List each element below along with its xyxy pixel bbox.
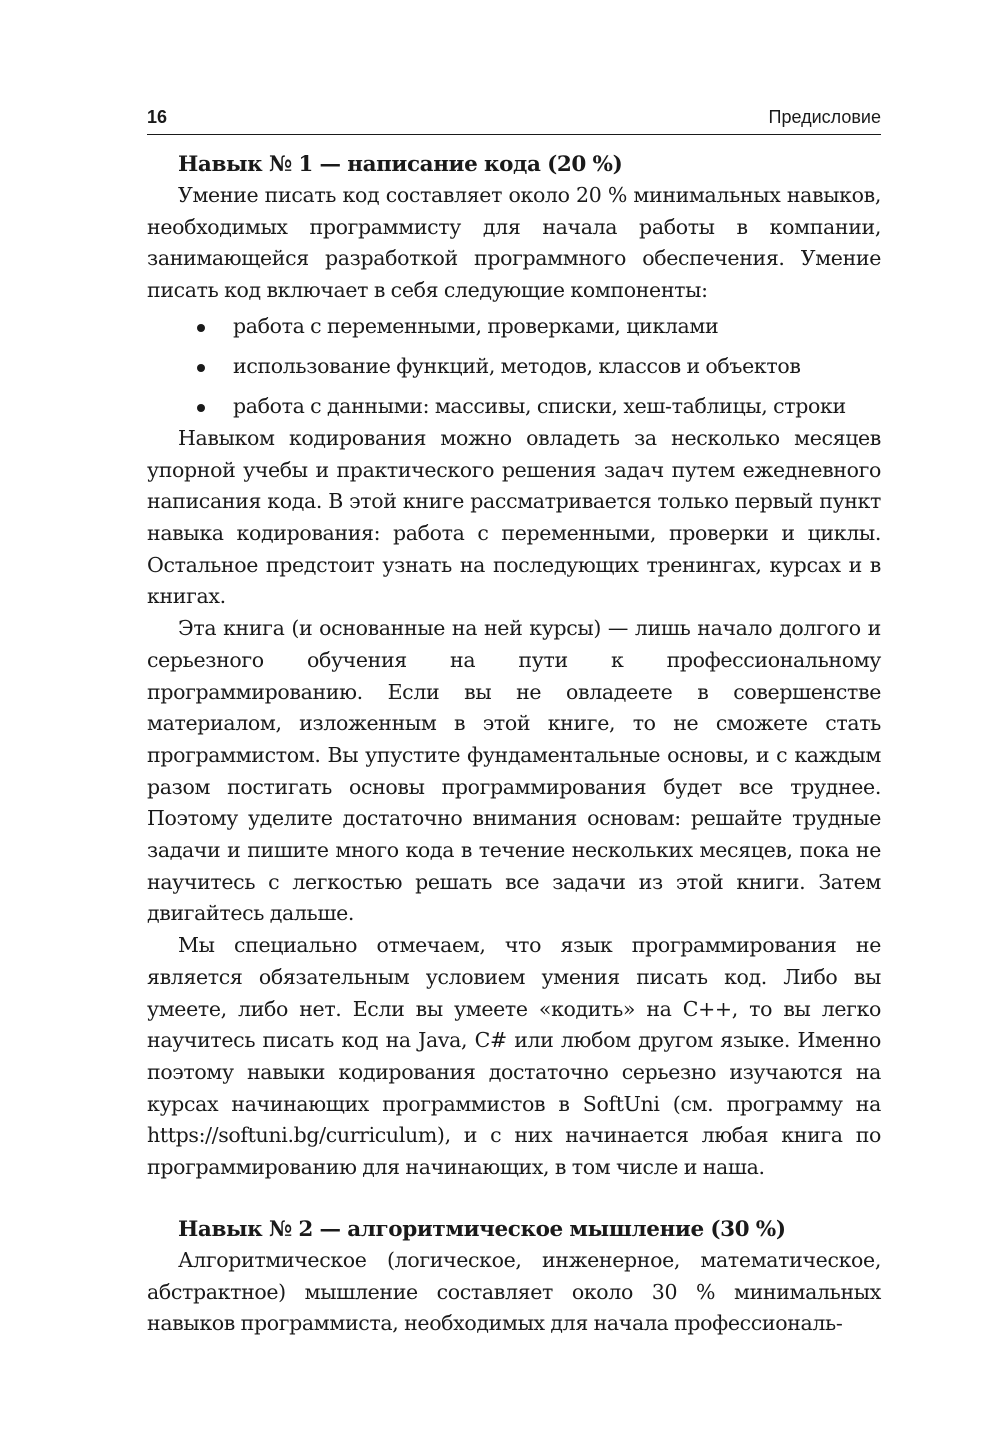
list-item-text: работа с переменными, проверками, циклами	[233, 313, 719, 338]
bullet-icon	[197, 324, 205, 332]
skill-1-component-list	[147, 311, 881, 423]
page-content	[147, 149, 881, 1340]
bullet-icon	[197, 364, 205, 372]
list-item-text: использование функций, методов, классов и объектов	[233, 354, 801, 379]
skill-1-paragraph-language: Мы специально отмечаем, что язык программирования не является обязательным условием умения писать код. Либо вы умеете, либо нет. Если вы умеете «кодить» на C++, то вы легко научитесь писать код на Java, C# или любом другом языке. Именно поэтому навыки кодирования достаточно серьезно изучаются на курсах начинающих программистов в SoftUni (см. программу на https://softuni.bg/curriculum), и с них начинается любая книга по программированию для начинающих, в том числе и наша.	[147, 933, 881, 1180]
skill-1-paragraph-book-scope: Эта книга (и основанные на ней курсы) — лишь начало долгого и серьезного обучения на пути к профессиональному программированию. Если вы не овладеете в совершенстве материалом, изложенным в этой книге, то не сможете стать программистом. Вы упустите фундаментальные основы, и с каждым разом постигать основы программирования будет все труднее. Поэтому уделите достаточно внимания основам: решайте трудные задачи и пишите много кода в течение нескольких месяцев, пока не научитесь с легкостью решать все задачи из этой книги. Затем двигайтесь дальше.	[147, 616, 881, 926]
page-number: 16	[147, 107, 168, 127]
book-page	[147, 104, 881, 1340]
list-item	[147, 391, 881, 423]
bullet-icon	[197, 404, 205, 412]
skill-2-intro-paragraph: Алгоритмическое (логическое, инженерное, математическое, абстрактное) мышление составляет около 30 % минимальных навыков программиста, необходимых для начала профессиональ-	[147, 1247, 881, 1336]
list-item-text: работа с данными: массивы, списки, хеш-таблицы, строки	[233, 394, 846, 419]
list-item	[147, 351, 881, 383]
list-item	[147, 311, 881, 343]
running-header	[147, 104, 881, 135]
skill-1-heading: Навык № 1 — написание кода (20 %)	[178, 152, 623, 177]
skill-1-intro-paragraph: Умение писать код составляет около 20 % минимальных навыков, необходимых программисту для начала работы в компании, занимающейся разработкой программного обеспечения. Умение писать код включает в себя следующие компоненты:	[147, 183, 881, 303]
skill-1-paragraph-mastery: Навыком кодирования можно овладеть за несколько месяцев упорной учебы и практического решения задач путем ежедневного написания кода. В этой книге рассматривается только первый пункт навыка кодирования: работа с переменными, проверки и циклы. Остальное предстоит узнать на последующих тренингах, курсах и в книгах.	[147, 425, 881, 609]
skill-2-heading: Навык № 2 — алгоритмическое мышление (30 %)	[178, 1216, 786, 1242]
running-section-title: Предисловие	[768, 107, 881, 127]
